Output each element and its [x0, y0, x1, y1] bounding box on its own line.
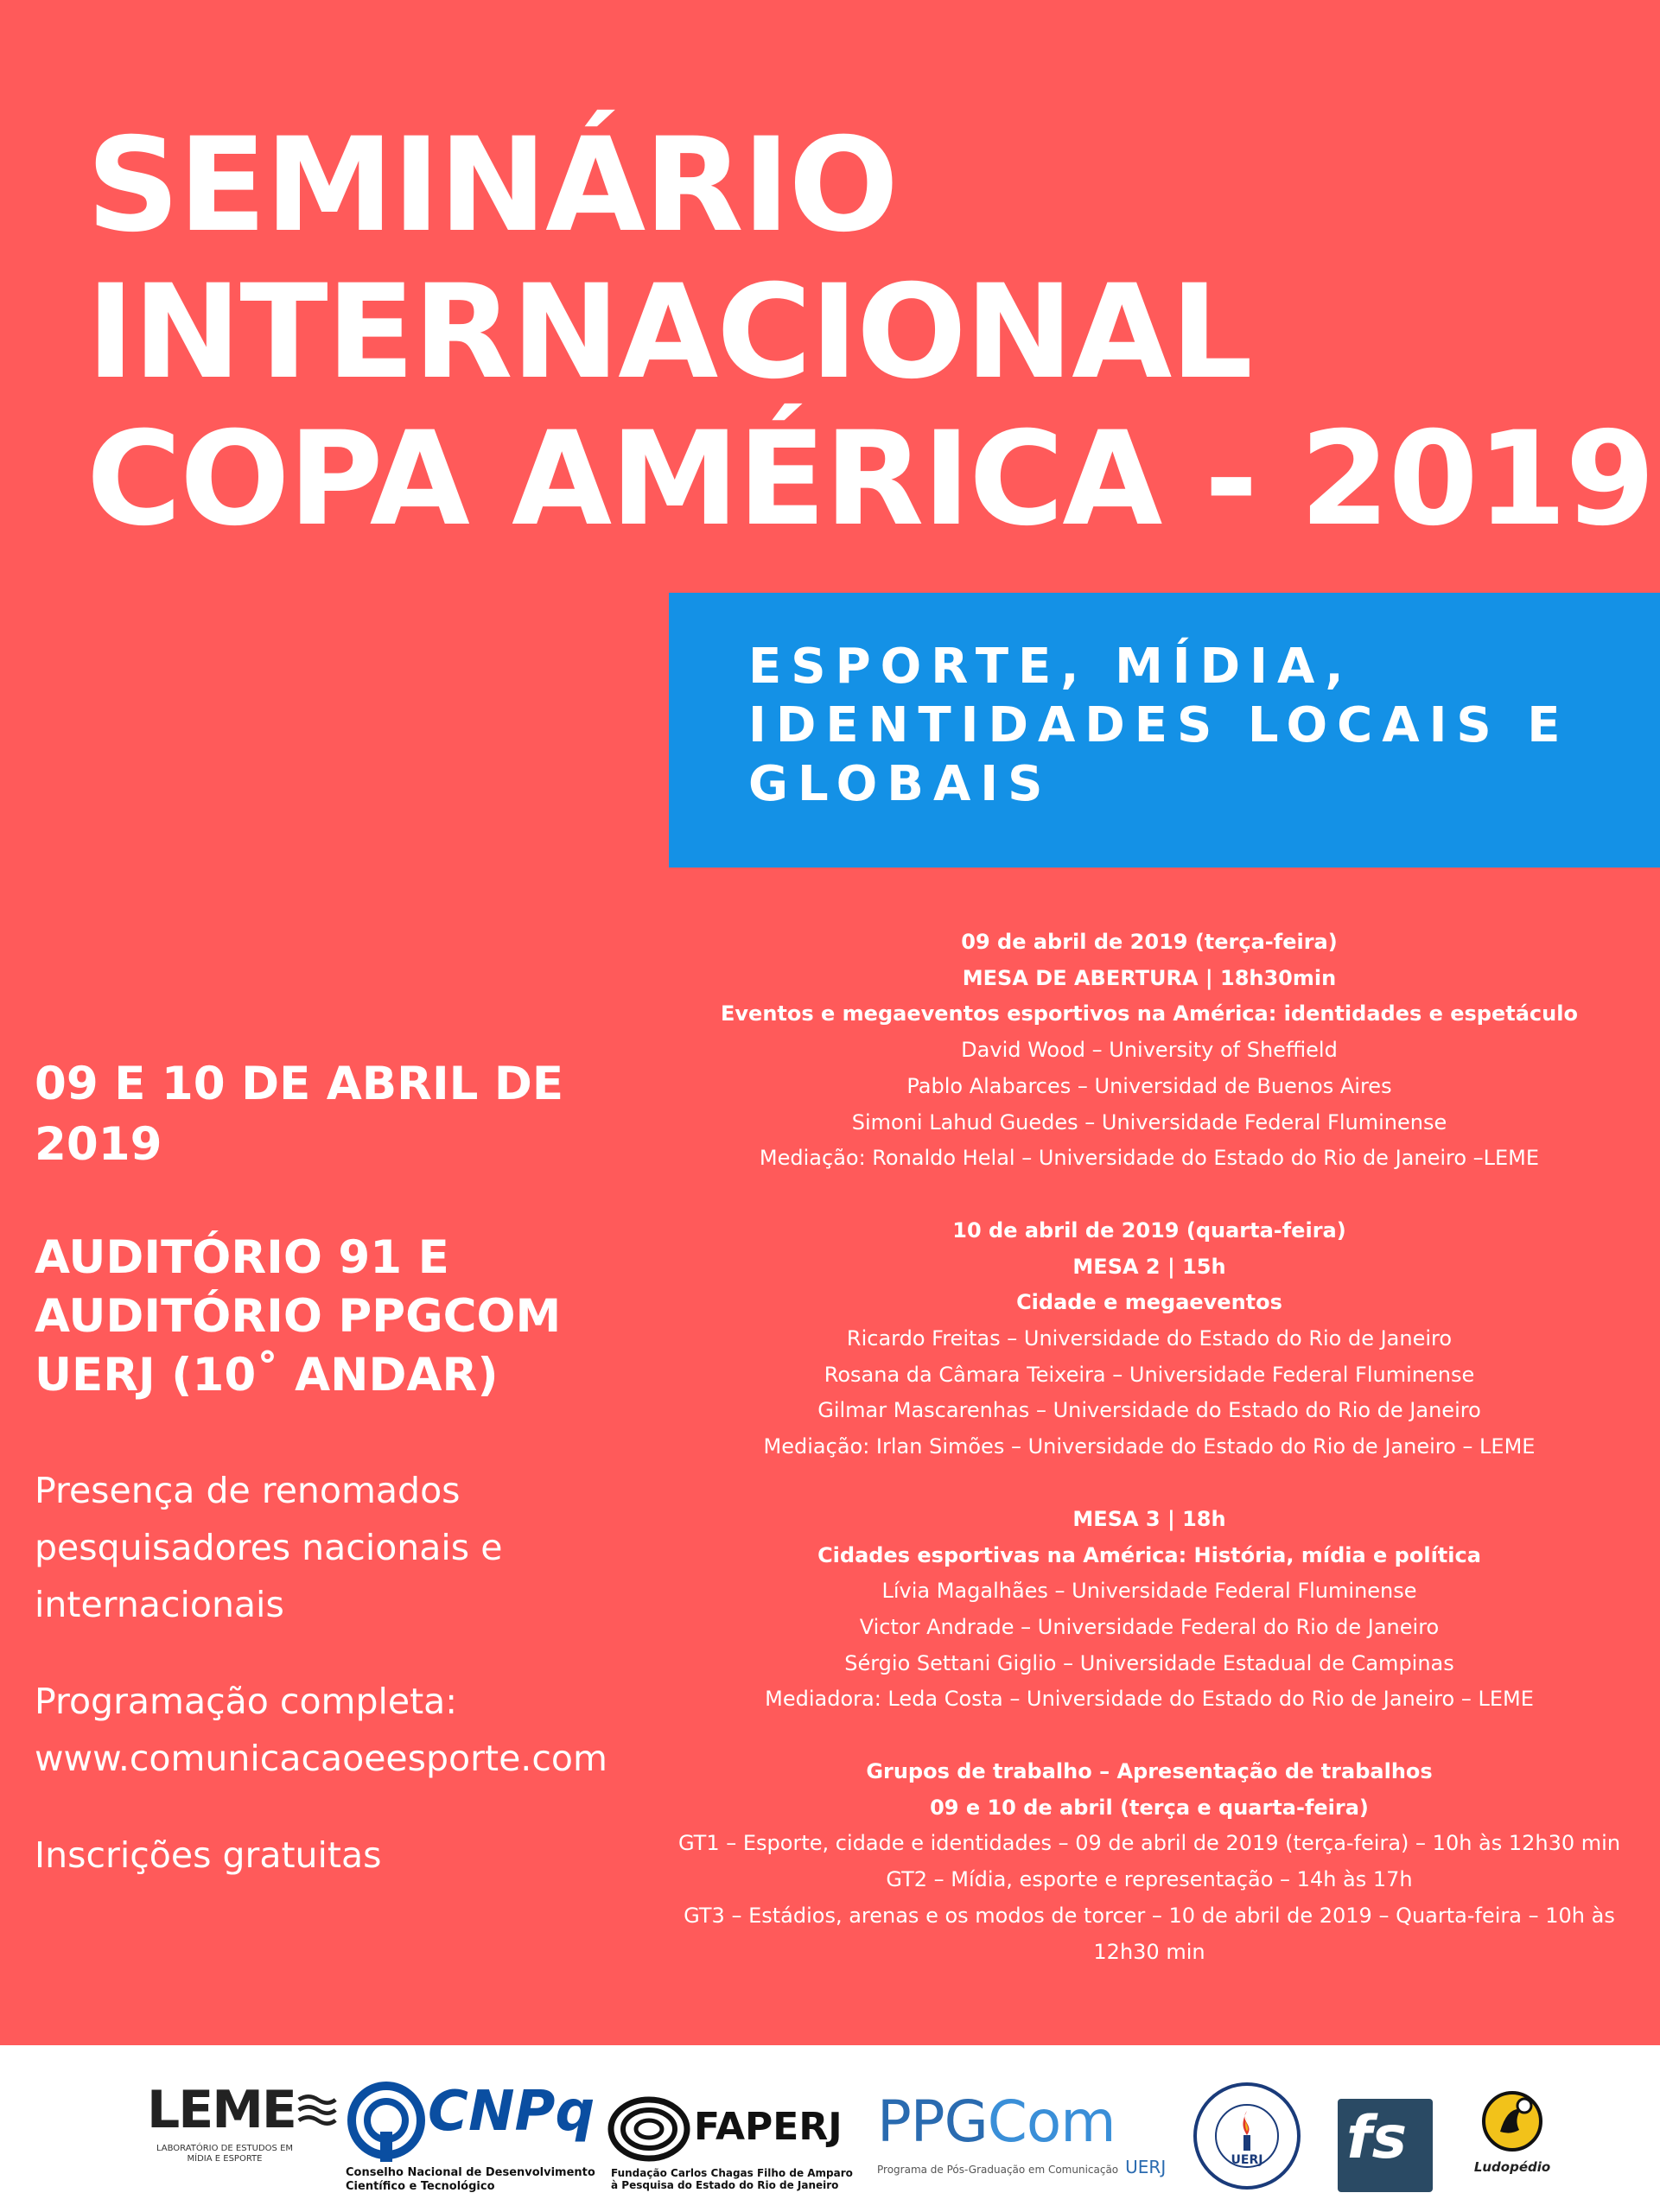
spacer — [665, 1718, 1633, 1754]
ludopedio-wordmark: Ludopédio — [1473, 2159, 1551, 2175]
faperj-logo — [607, 2093, 884, 2205]
mesa3-session: MESA 3 | 18h — [1072, 1506, 1226, 1531]
program-link-block — [35, 1673, 691, 1787]
subtitle-line-2: IDENTIDADES LOCAIS E — [748, 697, 1570, 753]
day1-session: MESA DE ABERTURA | 18h30min — [962, 965, 1337, 990]
workgroups-title: Grupos de trabalho – Apresentação de trabalhos — [866, 1759, 1433, 1784]
workgroup-item: GT1 – Esporte, cidade e identidades – 09 de abril de 2019 (terça-feira) – 10h às 12h30 min — [677, 1831, 1621, 1856]
ludopedio-logo — [1469, 2090, 1555, 2211]
day1-theme: Eventos e megaeventos esportivos na América: identidades e espetáculo — [721, 1001, 1578, 1027]
ppgcom-wordmark-com: Com — [987, 2088, 1116, 2155]
wave-icon — [297, 2090, 337, 2130]
day2-date: 10 de abril de 2019 (quarta-feira) — [952, 1217, 1346, 1243]
presence-line-2: pesquisadores nacionais e — [35, 1527, 503, 1568]
registration-text: Inscrições gratuitas — [35, 1834, 382, 1876]
event-dates: 09 E 10 DE ABRIL DE 2019 — [35, 1058, 564, 1171]
speaker: Sérgio Settani Giglio – Universidade Estadual de Campinas — [844, 1650, 1454, 1675]
speaker: Gilmar Mascarenhas – Universidade do Estado do Rio de Janeiro — [817, 1398, 1481, 1423]
speaker: Ricardo Freitas – Universidade do Estado do Rio de Janeiro — [846, 1326, 1453, 1351]
leme-subtitle-line-1: LABORATÓRIO DE ESTUDOS EM — [156, 2144, 294, 2153]
presence-line-1: Presença de renomados — [35, 1470, 461, 1511]
title-line-1: SEMINÁRIO — [86, 111, 898, 261]
workgroups-dates: 09 e 10 de abril (terça e quarta-feira) — [930, 1795, 1369, 1820]
program-schedule — [665, 925, 1633, 1970]
moderator: Mediação: Irlan Simões – Universidade do Estado do Rio de Janeiro – LEME — [763, 1434, 1536, 1459]
speaker: Simoni Lahud Guedes – Universidade Federal Fluminense — [851, 1109, 1447, 1135]
subtitle — [748, 638, 1625, 814]
venue-line-2: AUDITÓRIO PPGCOM — [35, 1290, 562, 1343]
cnpq-subtitle-line-1: Conselho Nacional de Desenvolvimento — [346, 2166, 595, 2179]
title-line-2: INTERNACIONAL — [86, 257, 1251, 408]
speaker: Victor Andrade – Universidade Federal do Rio de Janeiro — [859, 1614, 1440, 1639]
venue-line-1: AUDITÓRIO 91 E — [35, 1231, 449, 1284]
speaker: David Wood – University of Sheffield — [961, 1038, 1338, 1063]
speaker: Rosana da Câmara Teixeira – Universidade Federal Fluminense — [824, 1362, 1475, 1387]
sponsor-footer — [0, 2045, 1660, 2212]
spacer — [665, 1177, 1633, 1213]
venue-line-3: UERJ (10˚ ANDAR) — [35, 1349, 499, 1402]
ppgcom-subtitle-text: Programa de Pós-Graduação em Comunicação — [877, 2164, 1119, 2176]
title-line-3: COPA AMÉRICA - 2019 — [86, 404, 1654, 555]
ppgcom-wordmark-ppg: PPG — [877, 2088, 988, 2155]
fs-logo — [1338, 2099, 1433, 2192]
moderator: Mediação: Ronaldo Helal – Universidade do Estado do Rio de Janeiro –LEME — [759, 1146, 1540, 1171]
cnpq-wordmark: CNPq — [428, 2080, 595, 2144]
event-info — [35, 1054, 691, 1923]
faperj-subtitle — [611, 2167, 853, 2191]
faperj-emblem-icon — [607, 2094, 690, 2164]
fs-wordmark: fs — [1346, 2104, 1408, 2172]
faperj-subtitle-line-1: Fundação Carlos Chagas Filho de Amparo — [611, 2167, 853, 2179]
ppgcom-subtitle — [877, 2157, 1171, 2177]
mesa3-theme: Cidades esportivas na América: História, mídia e política — [817, 1542, 1481, 1567]
presence-line-3: internacionais — [35, 1584, 284, 1625]
cnpq-emblem-icon — [346, 2080, 428, 2162]
subtitle-line-3: GLOBAIS — [748, 756, 1053, 812]
uerj-seal — [1191, 2080, 1303, 2192]
cnpq-subtitle — [346, 2166, 595, 2194]
subtitle-banner — [669, 593, 1660, 868]
subtitle-line-1: ESPORTE, MÍDIA, — [748, 639, 1353, 695]
day2-session: MESA 2 | 15h — [1072, 1254, 1226, 1279]
ludopedio-emblem-icon — [1481, 2090, 1543, 2152]
day1-date: 09 de abril de 2019 (terça-feira) — [961, 930, 1338, 954]
leme-subtitle — [147, 2144, 302, 2164]
workgroup-item: GT2 – Mídia, esporte e representação – 14h às 17h — [886, 1867, 1413, 1892]
ppgcom-uerj-text: UERJ — [1125, 2157, 1167, 2177]
presence-note — [35, 1462, 691, 1633]
event-venue — [35, 1229, 691, 1405]
leme-logo — [147, 2080, 337, 2183]
moderator: Mediadora: Leda Costa – Universidade do Estado do Rio de Janeiro – LEME — [765, 1687, 1534, 1712]
uerj-seal-icon — [1191, 2080, 1303, 2192]
speaker: Pablo Alabarces – Universidad de Buenos Aires — [906, 1073, 1392, 1098]
program-link-label: Programação completa: — [35, 1681, 458, 1722]
program-link-url[interactable]: www.comunicacaoeesporte.com — [35, 1738, 607, 1779]
speaker: Lívia Magalhães – Universidade Federal Fluminense — [881, 1579, 1417, 1604]
cnpq-subtitle-line-2: Científico e Tecnológico — [346, 2180, 495, 2193]
faperj-subtitle-line-2: à Pesquisa do Estado do Rio de Janeiro — [611, 2179, 839, 2191]
event-title — [86, 111, 1654, 555]
workgroup-item: GT3 – Estádios, arenas e os modos de torcer – 10 de abril de 2019 – Quarta-feira – 10h às — [684, 1903, 1615, 1928]
leme-wordmark: LEME — [147, 2080, 296, 2140]
ppgcom-wordmark — [877, 2088, 1171, 2155]
spacer — [665, 1465, 1633, 1502]
workgroup-item: 12h30 min — [1093, 1939, 1205, 1964]
faperj-wordmark: FAPERJ — [694, 2105, 843, 2149]
leme-subtitle-line-2: MÍDIA E ESPORTE — [187, 2154, 263, 2164]
ppgcom-logo — [877, 2088, 1171, 2192]
registration-note — [35, 1827, 691, 1884]
cnpq-logo — [346, 2080, 605, 2201]
uerj-seal-text: UERJ — [1231, 2153, 1263, 2167]
day2-theme: Cidade e megaeventos — [1016, 1290, 1282, 1315]
